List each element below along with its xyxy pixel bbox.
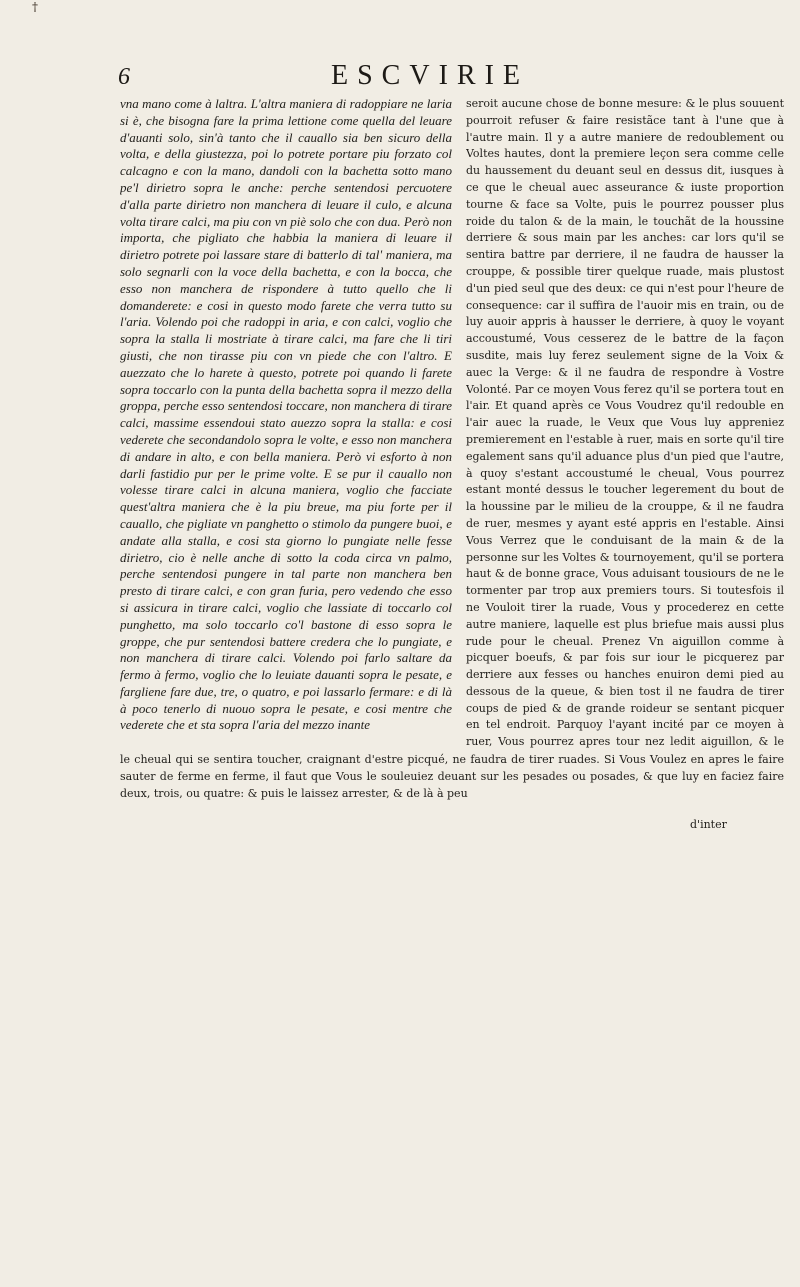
italian-text-column xyxy=(120,96,452,752)
bottom-paragraph-text: le cheual qui se sentira toucher, craignant d'estre picqué, ne faudra de tirer ruades. Si Vous Voulez en apres le faire sauter de ferme en ferme, il faut que Vous le souleuiez deuant sur les pesades ou posades, & que luy en faciez faire deux, trois, ou quatre: & puis le laissez arrester, & de là à peu xyxy=(120,753,784,800)
bottom-paragraph xyxy=(120,752,784,836)
italian-paragraph: vna mano come à laltra. L'altra maniera di radoppiare ne laria si è, che bisogna fare la prima lettione come quella del leuare d'auanti solo, sin'à tanto che il cauallo sia ben sicuro della volta, e della giustezza, poi lo potrete portare piu forzato col calcagno e con la mano, dandoli con la bachetta sotto mano pe'l dirietro sopra le anche: perche sentendosi percuotere d'alla parte dirietro non manchera di leuare il culo, e alcuna volta tirare calci, ma piu con vn piè solo che con dua. Però non importa, che pigliato che habbia la maniera di leuare il dirietro potrete poi lassare stare di batterlo di tal' maniera, ma solo segnarli con la voce della bachetta, e con la bocca, che esso non manchera de rispondere à tutto quello che li domanderete: e cosi in questo modo farete che verra tutto su l'aria. Volendo poi che radoppi in aria, e con calci, voglio che sopra la stalla li mostriate à tirare calci, ma fare che li tiri giusti, che non tirasse piu con vn piede che con l'altro. E auezzato che lo harete à questo, potrete poi quando li farete sopra toccarlo con la punta della bachetta sopra il mezzo della groppa, perche esso sentendosi toccare, non manchera di tirare calci, massime essendoui stato auezzo sopra la stalla: e cosi vederete che secondandolo sopra le volte, e esso non manchera di andare in alto, e con bella maniera. Però vi esforto à non darli fastidio pur per le prime volte. E se pur il cauallo non volesse tirare calci in alcuna maniera, voglio che facciate quest'altra maniera che è la piu breue, ma piu forte per il cauallo, che pigliate vn panghetto o stimolo da pungere buoi, e andate alla stalla, e cosi sta giorno lo pungiate nelle fesse dirietro, cio è nelle anche di sotto la coda circa vn palmo, perche sentendosi pungere in tal parte non manchera ben presto di tirare calci, e con gran furia, pero vedendo che esso si assicura in tirare calci, voglio che lassiate di toccarlo col punghetto, ma solo toccarlo co'l bastone di esso sopra le groppe, che pur sentendosi battere credera che lo pungiate, e non manchera di tirare calci. Volendo poi farlo saltare da fermo à fermo, voglio che lo leuiate dauanti sopra le pesate, e fargliene fare due, tre, o quatro, e poi lassarlo fermare: e di là à poco tenerlo di nuouo sopra le pesate, e cosi mentre che vederete che et sta sopra l'aria del mezzo inante xyxy=(120,96,452,733)
french-text-column xyxy=(466,96,784,752)
running-title: ESCVIRIE xyxy=(331,60,529,91)
page-header xyxy=(0,58,800,98)
margin-mark: † xyxy=(32,0,38,14)
catchword: d'inter xyxy=(690,818,727,831)
french-paragraph: seroit aucune chose de bonne mesure: & le plus souuent pourroit refuser & faire resistãce tant à l'une que à l'autre main. Il y a autre maniere de redoublement ou Voltes hautes, dont la premiere leçon sera comme celle du haussement du deuant seul en dessus dit, iusques à ce que le cheual auec asseurance & iuste proportion tourne & face sa Volte, puis le pourrez pousser plus roide du talon & de la main, le touchãt de la houssine derriere & sous main par les anches: car lors qu'il se sentira battre par derriere, il ne faudra de hausser la crouppe, & possible tirer quelque ruade, mais plustost d'un pied seul que des deux: ce qui n'est pour l'heure de consequence: car il suffira de l'auoir mis en train, ou de luy auoir appris à hausser le derriere, à quoy le voyant accoustumé, Vous cesserez de le battre de la façon susdite, mais luy ferez seulement signe de la Voix & auec la Verge: & il ne faudra de respondre à Vostre Volonté. Par ce moyen Vous ferez qu'il se portera tout en l'air. Et quand après ce Vous Voudrez qu'il redouble en l'air auec la ruade, le Veux que Vous luy appreniez premierement en l'estable à ruer, mais en sorte qu'il tire egalement sans qu'il aduance plus d'un pied que l'autre, à quoy s'estant accoustumé le cheual, Vous pourrez estant monté dessus le toucher legerement du bout de la houssine par le milieu de la crouppe, & il ne faudra de ruer, mesmes y ayant esté appris en l'estable. Ainsi Vous Verrez que le conduisant de la main & de la personne sur les Voltes & tournoyement, qu'il se portera haut & de bonne grace, Vous aduisant tousiours de ne le tormenter par trop aux premiers tours. Si toutesfois il ne Vouloit tirer la ruade, Vous y procederez en cette autre maniere, laquelle est plus briefue mais aussi plus rude pour le cheual. Prenez Vn aiguillon comme à picquer boeufs, & par fois sur iour le picquerez par derriere aux fesses ou hanches enuiron demi pied au dessous de la queue, & bien tost il ne faudra de tirer coups de pied & de grande roideur se sentant picquer en tel endroit. Parquoy l'ayant incité par ce moyen à ruer, Vous pourrez apres tour nez ledit aiguillon, & le xyxy=(466,97,784,749)
page-number: 6 xyxy=(118,64,130,90)
